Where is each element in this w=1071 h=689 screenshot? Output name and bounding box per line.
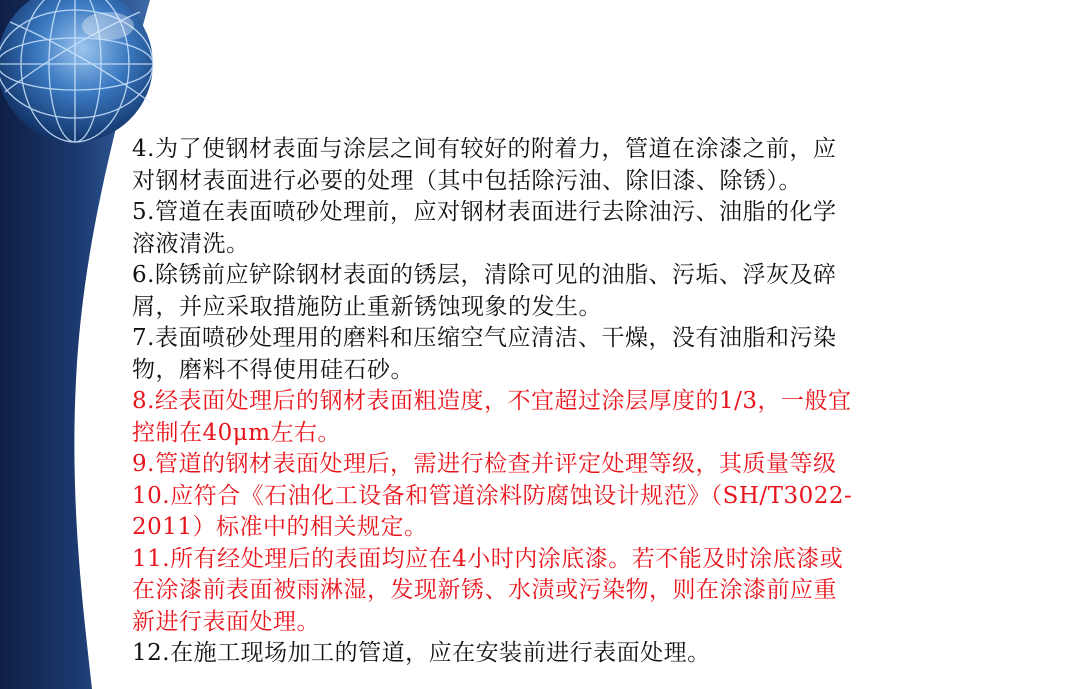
paragraph-1 [132,134,972,197]
paragraph-9 [132,638,972,670]
paragraph-line: 8.经表面处理后的钢材表面粗造度，不宜超过涂层厚度的1/3，一般宜 [132,388,852,414]
paragraph-5 [132,386,972,449]
paragraph-8 [132,544,972,639]
paragraph-line: 新进行表面处理。 [132,608,320,635]
paragraph-line: 6.除锈前应铲除钢材表面的锈层，清除可见的油脂、污垢、浮灰及碎 [132,262,837,288]
paragraph-line: 9.管道的钢材表面处理后，需进行检查并评定处理等级，其质量等级 [132,451,837,477]
globe-logo-icon [0,0,165,152]
paragraph-line: 控制在40μm左右。 [132,419,342,446]
paragraph-line: 11.所有经处理后的表面均应在4小时内涂底漆。若不能及时涂底漆或 [132,545,844,572]
paragraph-7 [132,481,972,544]
paragraph-line: 7.表面喷砂处理用的磨料和压缩空气应清洁、干燥，没有油脂和污染 [132,325,837,351]
paragraph-6 [132,449,972,481]
paragraph-line: 对钢材表面进行必要的处理（其中包括除污油、除旧漆、除锈）。 [132,167,802,194]
paragraph-line: 12.在施工现场加工的管道，应在安装前进行表面处理。 [132,640,711,666]
paragraph-line: 溶液清洗。 [132,230,250,257]
paragraph-3 [132,260,972,323]
paragraph-line: 在涂漆前表面被雨淋湿，发现新锈、水渍或污染物，则在涂漆前应重 [132,577,837,603]
paragraph-line: 2011）标准中的相关规定。 [132,514,428,540]
paragraph-line: 4.为了使钢材表面与涂层之间有较好的附着力，管道在涂漆之前，应 [132,136,837,162]
paragraph-line: 10.应符合《石油化工设备和管道涂料防腐蚀设计规范》（SH/T3022- [132,482,853,509]
paragraph-line: 物，磨料不得使用硅石砂。 [132,356,414,383]
paragraph-line: 5.管道在表面喷砂处理前，应对钢材表面进行去除油污、油脂的化学 [132,199,837,225]
paragraph-4 [132,323,972,386]
paragraph-line: 屑，并应采取措施防止重新锈蚀现象的发生。 [132,293,602,320]
paragraph-2 [132,197,972,260]
text-body [132,134,972,670]
